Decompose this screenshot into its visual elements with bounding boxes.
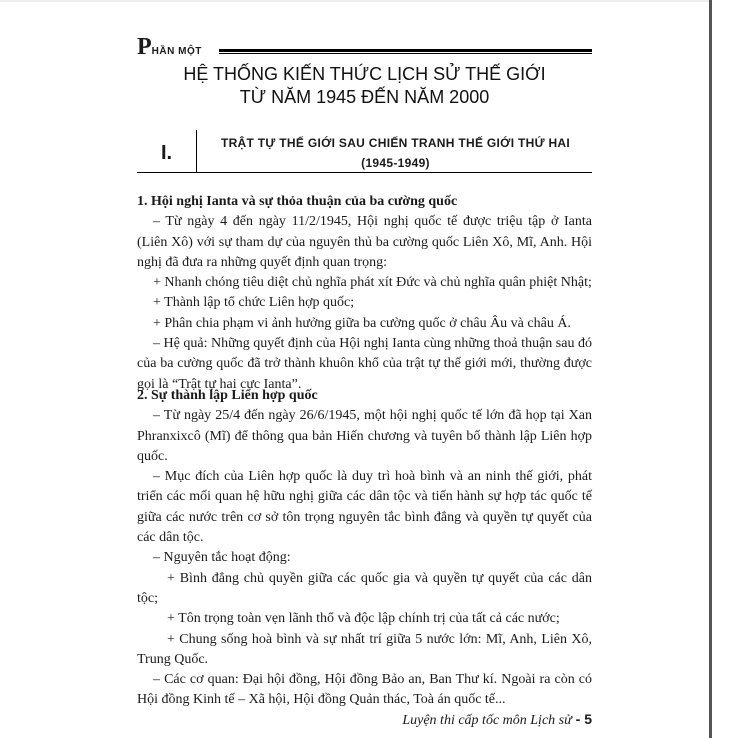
subsection-heading: 1. Hội nghị Ianta và sự thỏa thuận của ba cường quốc <box>137 194 458 209</box>
paragraph: – Từ ngày 4 đến ngày 11/2/1945, Hội nghị quốc tế được triệu tập ở Ianta (Liên Xô) với sự tham dự của nguyên thủ ba cường quốc Liên Xô, Mĩ, Anh. Hội nghị đã đưa ra những quyết định quan trọng: <box>137 214 592 270</box>
section-divider <box>196 130 197 172</box>
paragraph: – Từ ngày 25/4 đến ngày 26/6/1945, một hội nghị quốc tế lớn đã họp tại Xan Phranxixcô (Mĩ) để thông qua bản Hiến chương và tuyên bố thành lập Liên hợp quốc. <box>137 408 592 464</box>
bullet: + Thành lập tổ chức Liên hợp quốc; <box>153 295 355 311</box>
page-title <box>137 63 592 109</box>
title-line-1: HỆ THỐNG KIẾN THỨC LỊCH SỬ THẾ GIỚI <box>183 64 546 84</box>
subsection-2 <box>137 386 592 711</box>
paragraph: – Mục đích của Liên hợp quốc là duy trì hoà bình và an ninh thế giới, phát triển các mối quan hệ hữu nghị giữa các dân tộc và tiến hành sự hợp tác quốc tế giữa các nước trên cơ sở tôn trọng nguyên tắc bình đẳng và quyền tự quyết của các dân tộc. <box>137 469 592 546</box>
subsection-heading: 2. Sự thành lập Liên hợp quốc <box>137 388 318 403</box>
paragraph: – Các cơ quan: Đại hội đồng, Hội đồng Bảo an, Ban Thư kí. Ngoài ra còn có Hội đồng Kinh tế – Xã hội, Hội đồng Quản thác, Toà án quốc tế... <box>137 672 592 708</box>
bullet: + Bình đẳng chủ quyền giữa các quốc gia và quyền tự quyết của các dân tộc; <box>137 570 592 606</box>
title-line-2: TỪ NĂM 1945 ĐẾN NĂM 2000 <box>239 87 490 107</box>
section-header <box>137 130 592 173</box>
subsection-1 <box>137 192 592 395</box>
part-initial: P <box>137 34 152 60</box>
paragraph: – Hệ quả: Những quyết định của Hội nghị Ianta cùng những thoả thuận sau đó của ba cường quốc đã trở thành khuôn khổ của trật tự thế giới mới, thường được gọi là “Trật tự hai cực Ianta”. <box>137 336 592 392</box>
bullet: + Chung sống hoà bình và sự nhất trí giữa 5 nước lớn: Mĩ, Anh, Liên Xô, Trung Quốc. <box>137 631 592 667</box>
section-title <box>199 133 592 173</box>
bullet: + Tôn trọng toàn vẹn lãnh thổ và độc lập chính trị của tất cả các nước; <box>167 611 560 627</box>
section-title-text: TRẬT TỰ THẾ GIỚI SAU CHIẾN TRANH THẾ GIỚI THỨ HAI <box>220 136 571 150</box>
section-years: (1945-1949) <box>361 156 430 170</box>
footer-book-title: Luyện thi cấp tốc môn Lịch sử <box>402 713 572 728</box>
page-top-edge <box>0 0 709 2</box>
page-right-edge <box>709 0 712 738</box>
section-number: I. <box>161 142 173 164</box>
paragraph: – Nguyên tắc hoạt động: <box>153 550 291 566</box>
part-heading <box>137 34 592 58</box>
part-label: HẦN MỘT <box>151 46 202 57</box>
page-number: 5 <box>584 711 592 727</box>
part-rule <box>219 49 592 54</box>
footer-separator: - <box>571 711 585 727</box>
bullet: + Phân chia phạm vi ảnh hưởng giữa ba cường quốc ở châu Âu và châu Á. <box>153 315 571 331</box>
page-footer <box>402 711 592 729</box>
bullet: + Nhanh chóng tiêu diệt chủ nghĩa phát xít Đức và chủ nghĩa quân phiệt Nhật; <box>153 275 592 291</box>
